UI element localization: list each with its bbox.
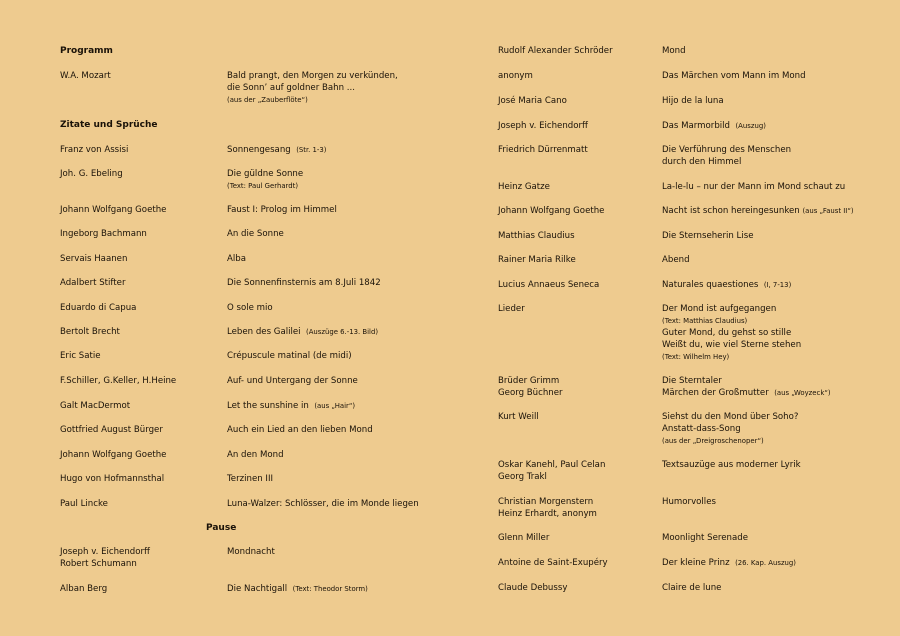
work: Luna-Walzer: Schlösser, die im Monde liegen xyxy=(227,499,419,509)
author xyxy=(60,546,220,570)
work-line: Die Sterntaler xyxy=(662,376,722,386)
author: Johann Wolfgang Goethe xyxy=(60,205,167,215)
work-title: Der kleine Prinz xyxy=(662,558,730,568)
work-note: (Text: Matthias Claudius) xyxy=(662,317,748,325)
work xyxy=(227,168,452,192)
work-line: Siehst du den Mond über Soho? xyxy=(662,412,799,422)
work: Das Märchen vom Mann im Mond xyxy=(662,71,806,81)
work: An den Mond xyxy=(227,450,284,460)
work xyxy=(227,326,452,338)
work: Auf- und Untergang der Sonne xyxy=(227,376,358,386)
author: Rudolf Alexander Schröder xyxy=(498,46,613,56)
work-line: Bald prangt, den Morgen zu verkünden, xyxy=(227,71,398,81)
heading-programm: Programm xyxy=(60,46,113,56)
work-title: Das Marmorbild xyxy=(662,121,731,131)
work-note: (I, 7-13) xyxy=(763,281,792,289)
work-line: Der Mond ist aufgegangen xyxy=(662,304,777,314)
author: Glenn Miller xyxy=(498,533,550,543)
work xyxy=(662,144,882,168)
author: Lieder xyxy=(498,304,525,314)
work-note: (aus der „Dreigroschenoper“) xyxy=(662,437,764,445)
work: Moonlight Serenade xyxy=(662,533,748,543)
work: Crépuscule matinal (de midi) xyxy=(227,351,352,361)
work: Abend xyxy=(662,255,690,265)
work: Mondnacht xyxy=(227,547,275,557)
work-line: Die Verführung des Menschen xyxy=(662,145,792,155)
work: Terzinen III xyxy=(227,474,274,484)
work-note: (Auszug) xyxy=(735,122,766,130)
work-note: (aus „Hair“) xyxy=(314,402,356,410)
author-line: Georg Büchner xyxy=(498,388,563,398)
author: Matthias Claudius xyxy=(498,231,575,241)
author: Paul Lincke xyxy=(60,499,108,509)
work: An die Sonne xyxy=(227,229,284,239)
work: Die Sonnenfinsternis am 8.Juli 1842 xyxy=(227,278,381,288)
work-title: Leben des Galilei xyxy=(227,327,301,337)
author: W.A. Mozart xyxy=(60,71,111,81)
work-note: (26. Kap. Auszug) xyxy=(735,559,796,567)
work xyxy=(227,400,452,412)
work-title: Let the sunshine in xyxy=(227,401,309,411)
work-line: durch den Himmel xyxy=(662,157,742,167)
author: Eduardo di Capua xyxy=(60,303,137,313)
work xyxy=(662,411,882,447)
author-line: Robert Schumann xyxy=(60,559,137,569)
work-line: Weißt du, wie viel Sterne stehen xyxy=(662,340,802,350)
author: Kurt Weill xyxy=(498,412,539,422)
work-note: (Auszüge 6.-13. Bild) xyxy=(306,328,379,336)
work-title: Sonnengesang xyxy=(227,145,291,155)
author: Alban Berg xyxy=(60,584,108,594)
work: Textsauzüge aus moderner Lyrik xyxy=(662,460,801,470)
work: Claire de lune xyxy=(662,583,722,593)
work-title: Naturales quaestiones xyxy=(662,280,759,290)
author xyxy=(498,375,658,399)
work-note: (aus der „Zauberflöte“) xyxy=(227,96,308,104)
author: Gottfried August Bürger xyxy=(60,425,163,435)
work xyxy=(662,303,882,363)
author: Claude Debussy xyxy=(498,583,568,593)
author-line: Christian Morgenstern xyxy=(498,497,594,507)
author: Bertolt Brecht xyxy=(60,327,120,337)
author-line: Heinz Erhardt, anonym xyxy=(498,509,597,519)
heading-zitate: Zitate und Sprüche xyxy=(60,120,158,130)
work: Humorvolles xyxy=(662,497,716,507)
author xyxy=(498,496,658,520)
work: Faust I: Prolog im Himmel xyxy=(227,205,337,215)
author: Antoine de Saint-Exupéry xyxy=(498,558,608,568)
work-line: die Sonn’ auf goldner Bahn ... xyxy=(227,83,355,93)
work-note: (aus „Faust II“) xyxy=(802,207,854,215)
work-note: (Text: Paul Gerhardt) xyxy=(227,182,299,190)
work-title: Nacht ist schon hereingesunken xyxy=(662,206,800,216)
work xyxy=(227,70,452,106)
work xyxy=(662,279,882,291)
work-line: Anstatt-dass-Song xyxy=(662,424,741,434)
work xyxy=(227,583,452,595)
work: Alba xyxy=(227,254,246,264)
author: Johann Wolfgang Goethe xyxy=(60,450,167,460)
work: Mond xyxy=(662,46,686,56)
work: Hijo de la luna xyxy=(662,96,724,106)
work xyxy=(662,120,882,132)
work-note: (Text: Theodor Storm) xyxy=(292,585,368,593)
author: Ingeborg Bachmann xyxy=(60,229,147,239)
author: Adalbert Stifter xyxy=(60,278,126,288)
work-title: Die güldne Sonne xyxy=(227,169,304,179)
work xyxy=(227,144,452,156)
author: Heinz Gatze xyxy=(498,182,550,192)
author: Rainer Maria Rilke xyxy=(498,255,576,265)
author: Friedrich Dürrenmatt xyxy=(498,145,588,155)
author: Galt MacDermot xyxy=(60,401,131,411)
author: Eric Satie xyxy=(60,351,101,361)
work-line: Guter Mond, du gehst so stille xyxy=(662,328,792,338)
work: Auch ein Lied an den lieben Mond xyxy=(227,425,373,435)
author: F.Schiller, G.Keller, H.Heine xyxy=(60,376,177,386)
work: La-le-lu – nur der Mann im Mond schaut zu xyxy=(662,182,846,192)
author: Servais Haanen xyxy=(60,254,128,264)
work-title: Märchen der Großmutter xyxy=(662,388,769,398)
author: Hugo von Hofmannsthal xyxy=(60,474,165,484)
work-note: (Str. 1-3) xyxy=(296,146,327,154)
work-title: Die Nachtigall xyxy=(227,584,288,594)
author: Joseph v. Eichendorff xyxy=(498,121,588,131)
work: Die Sternseherin Lise xyxy=(662,231,754,241)
author: Franz von Assisi xyxy=(60,145,129,155)
work-note: (Text: Wilhelm Hey) xyxy=(662,353,730,361)
author xyxy=(498,459,658,483)
work xyxy=(662,557,882,569)
author-line: Brüder Grimm xyxy=(498,376,560,386)
work xyxy=(662,375,882,399)
author: Joh. G. Ebeling xyxy=(60,169,123,179)
author: anonym xyxy=(498,71,533,81)
work-note: (aus „Woyzeck“) xyxy=(774,389,831,397)
work xyxy=(662,205,882,217)
work: O sole mio xyxy=(227,303,273,313)
author: José Maria Cano xyxy=(498,96,567,106)
author: Johann Wolfgang Goethe xyxy=(498,206,605,216)
author-line: Joseph v. Eichendorff xyxy=(60,547,150,557)
author-line: Oskar Kanehl, Paul Celan xyxy=(498,460,606,470)
author-line: Georg Trakl xyxy=(498,472,547,482)
pause-heading: Pause xyxy=(206,523,237,533)
author: Lucius Annaeus Seneca xyxy=(498,280,600,290)
